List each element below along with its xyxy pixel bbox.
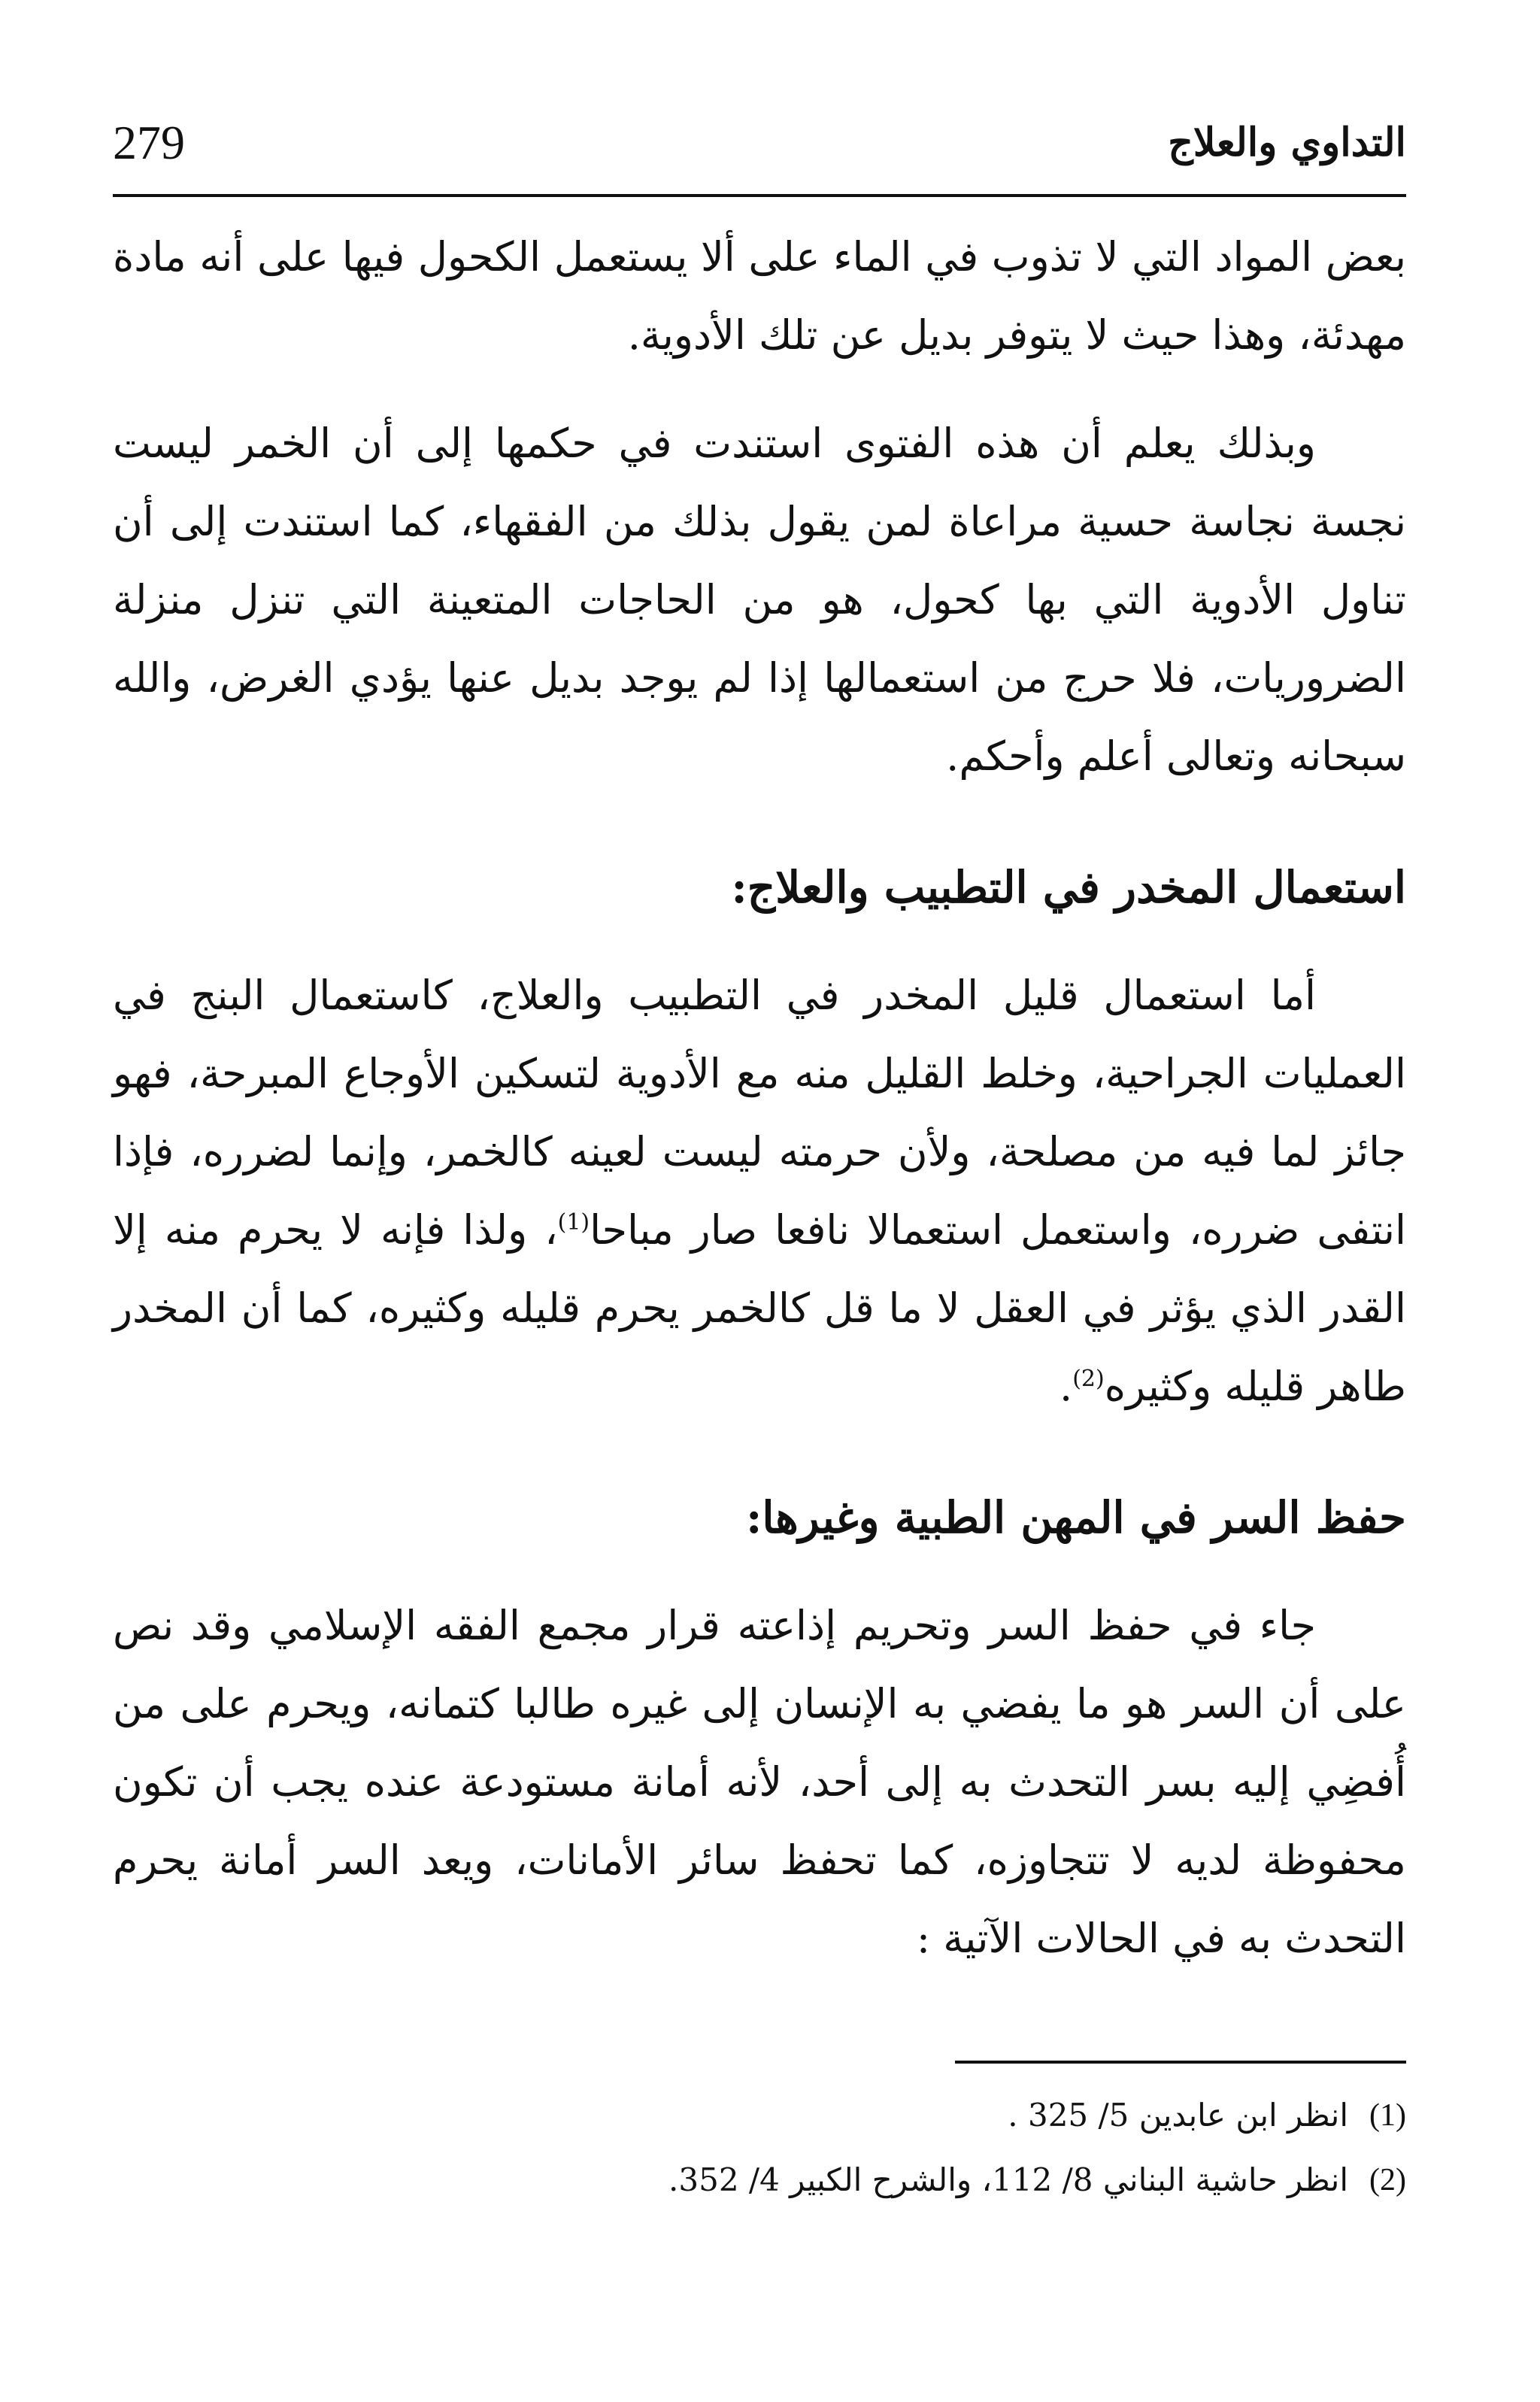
section-heading-confidentiality: حفظ السر في المهن الطبية وغيرها: <box>746 1492 1406 1543</box>
footnote-divider <box>955 2061 1406 2064</box>
page-header <box>113 113 1406 173</box>
footnote-ref-1[interactable]: (1) <box>557 1209 590 1236</box>
paragraph-3 <box>113 957 1406 1426</box>
footnote-1-text: انظر ابن عابدين 5/ 325 . <box>1008 2097 1349 2134</box>
paragraph-3-part-a: أما استعمال قليل المخدر في التطبيب والعلاج، كاستعمال البنج في العمليات الجراحية، وخلط القليل منه مع الأدوية لتسكين الأوجاع المبرحة، فهو جائز لما فيه من مصلحة، ولأن حرمته ليست لعينه كالخمر، وإنما لضرره، فإذا انتفى ضرره، واستعمل استعمالا نافعا صار مباحا <box>113 972 1406 1254</box>
page-number: 279 <box>113 116 185 169</box>
footnote-ref-2[interactable]: (2) <box>1072 1366 1105 1392</box>
paragraph-2: وبذلك يعلم أن هذه الفتوى استندت في حكمها إلى أن الخمر ليست نجسة نجاسة حسية مراعاة لمن يقول بذلك من الفقهاء، كما استندت إلى أن تناول الأدوية التي بها كحول، هو من الحاجات المتعينة التي تنزل منزلة الضروريات، فلا حرج من استعمالها إذا لم يوجد بديل عنها يؤدي الغرض، والله سبحانه وتعالى أعلم وأحكم. <box>113 420 1406 780</box>
footnote-2-mark: (2) <box>1369 2163 1406 2197</box>
body-text <box>113 218 1406 1978</box>
footnote-2 <box>113 2148 1406 2212</box>
paragraph-1: بعض المواد التي لا تذوب في الماء على ألا يستعمل الكحول فيها على أنه مادة مهدئة، وهذا حيث لا يتوفر بديل عن تلك الأدوية. <box>113 233 1406 359</box>
section-heading-anesthetics: استعمال المخدر في التطبيب والعلاج: <box>731 862 1406 913</box>
running-title: التداوي والعلاج <box>1168 120 1406 165</box>
footnotes <box>113 2083 1406 2212</box>
footnote-1-mark: (1) <box>1369 2098 1406 2133</box>
footnote-1 <box>113 2083 1406 2148</box>
header-divider <box>113 194 1406 197</box>
paragraph-3-part-b: ، ولذا فإنه لا يحرم منه إلا القدر الذي يؤثر في العقل لا ما قل كالخمر يحرم قليله وكثيره، كما أن المخدر طاهر قليله وكثيره <box>113 1206 1406 1410</box>
paragraph-4: جاء في حفظ السر وتحريم إذاعته قرار مجمع الفقه الإسلامي وقد نص على أن السر هو ما يفضي به الإنسان إلى غيره طالبا كتمانه، ويحرم على من أُفضِي إليه بسر التحدث به إلى أحد، لأنه أمانة مستودعة عنده يجب أن تكون محفوظة لديه لا تتجاوزه، كما تحفظ سائر الأمانات، ويعد السر أمانة يحرم التحدث به في الحالات الآتية : <box>113 1602 1406 1962</box>
footnote-2-text: انظر حاشية البناني 8/ 112، والشرح الكبير 4/ 352. <box>668 2161 1349 2198</box>
paragraph-3-part-c: . <box>1060 1363 1073 1410</box>
